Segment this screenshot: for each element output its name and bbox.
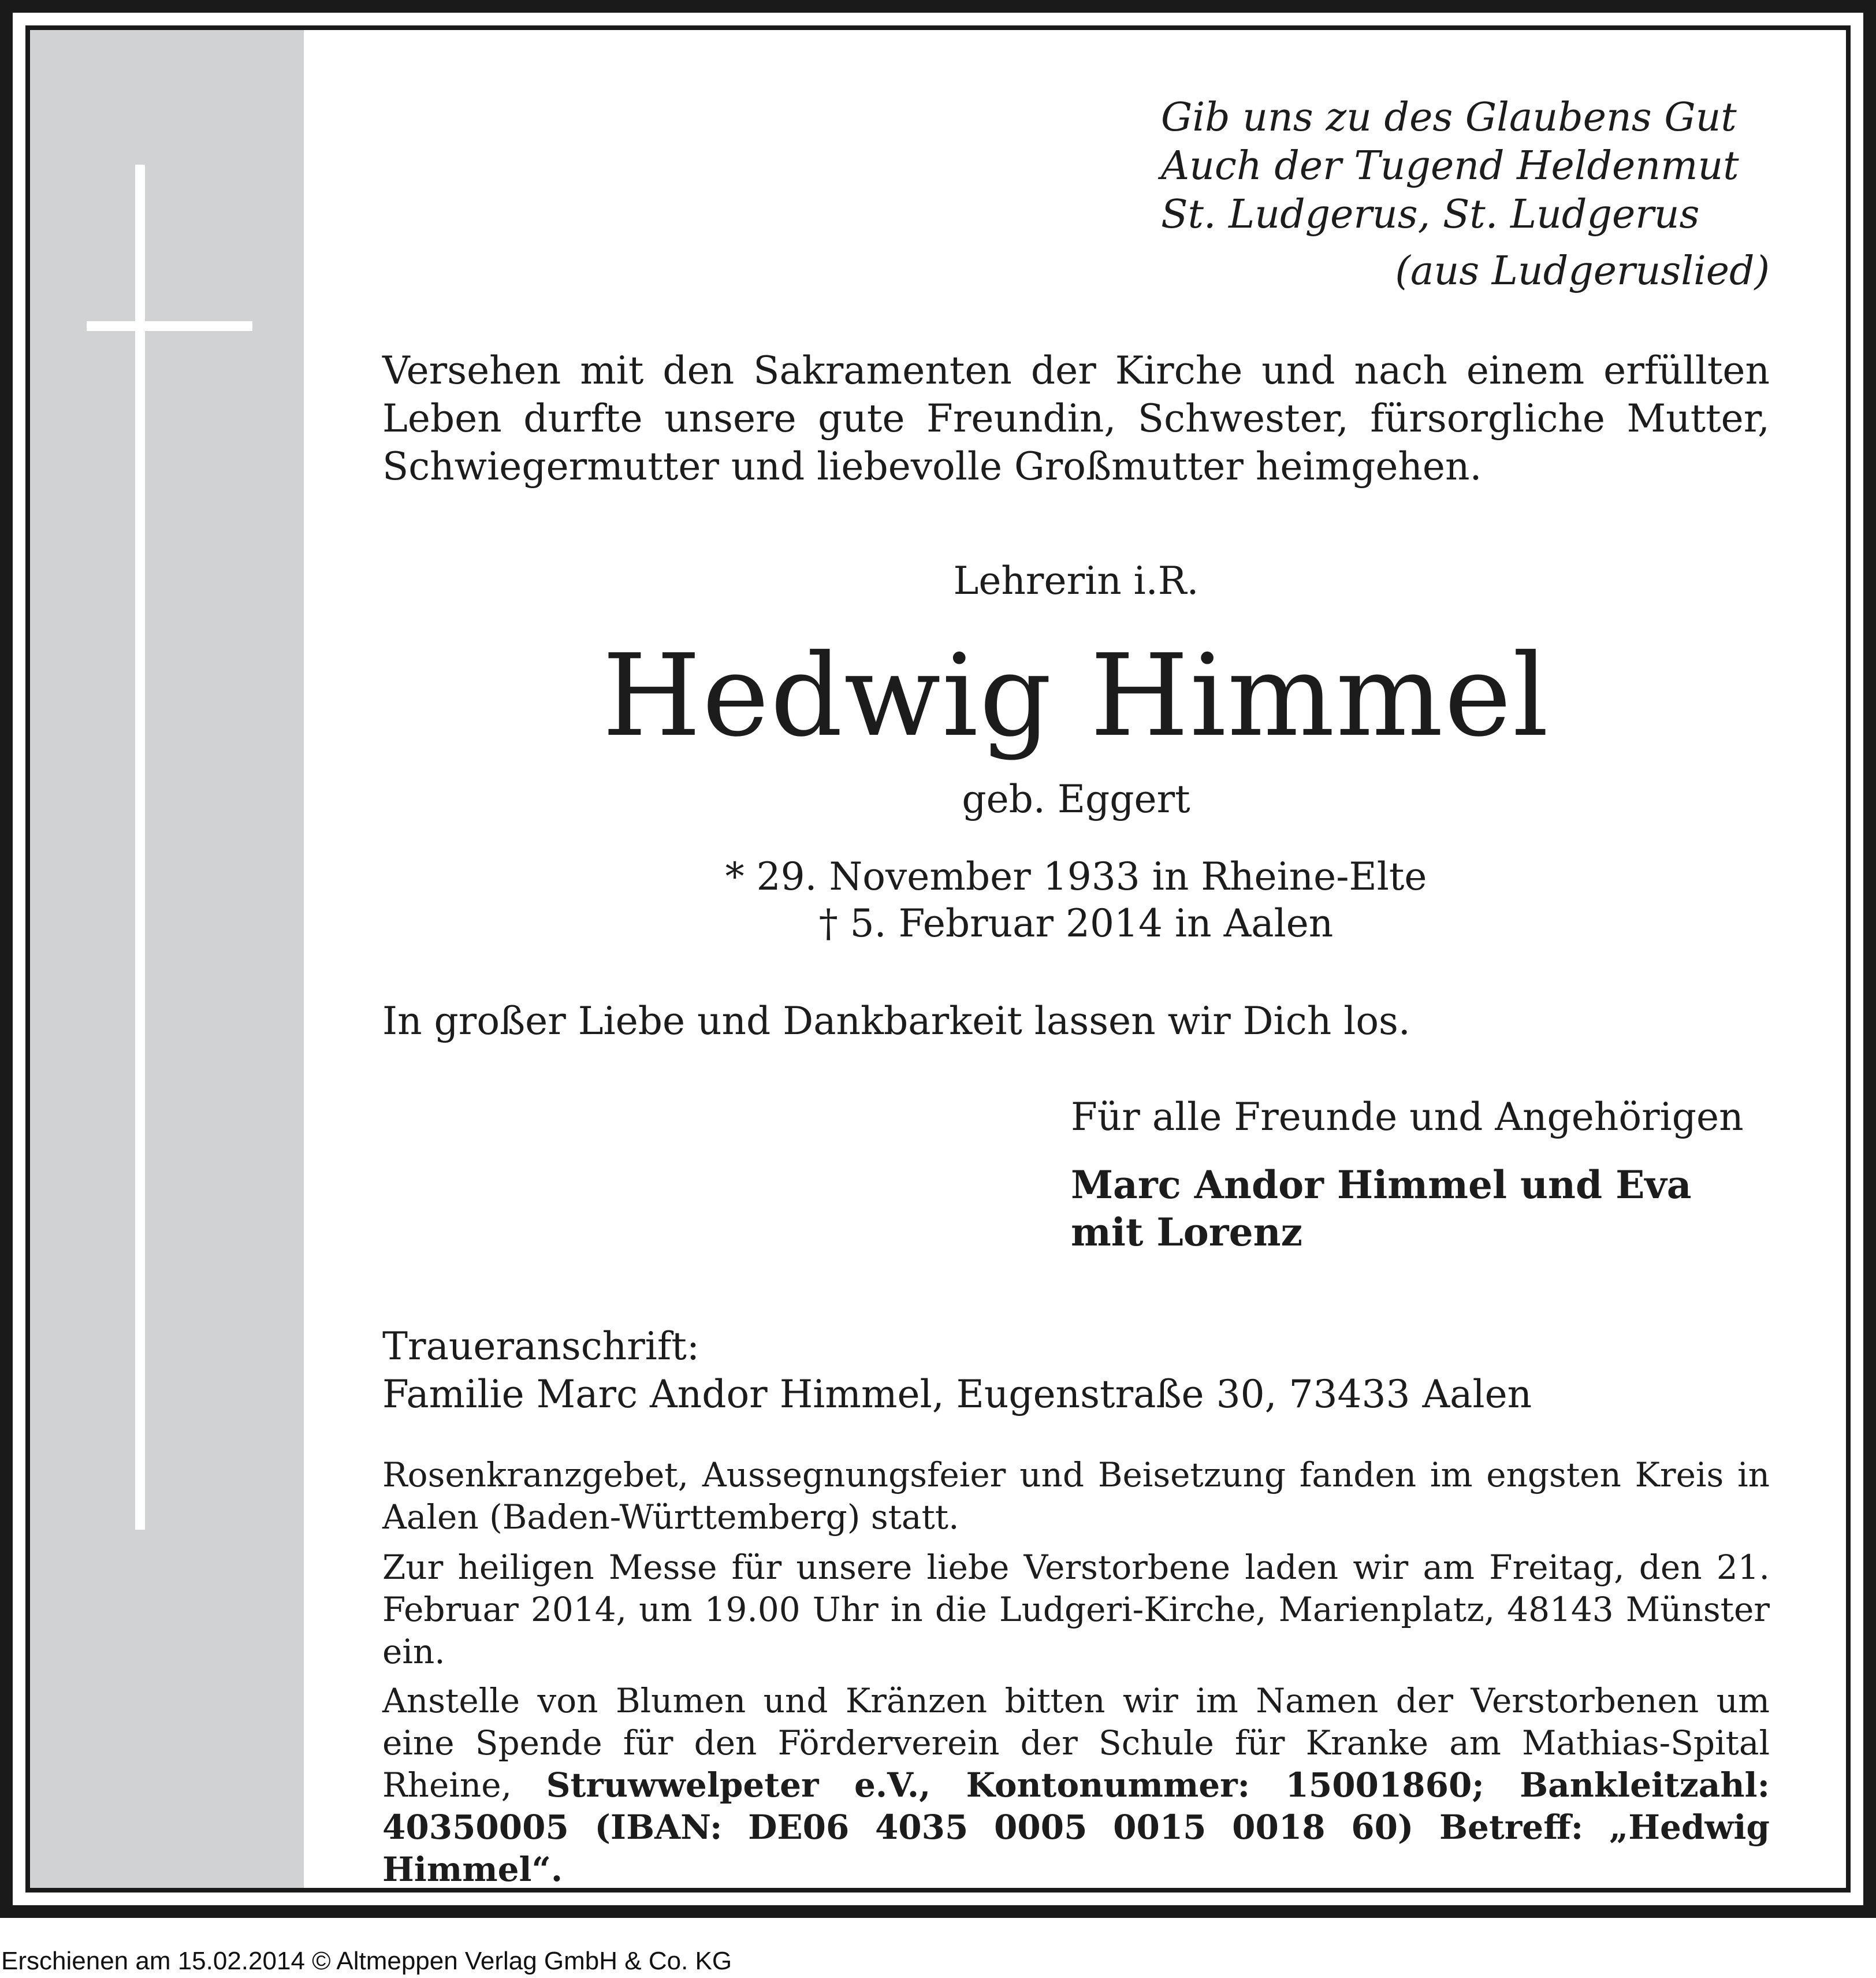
maiden-name: geb. Eggert: [962, 777, 1190, 821]
obituary-content: [382, 30, 1770, 1888]
publication-footer: Erschienen am 15.02.2014 © Altmeppen Verlag GmbH & Co. KG: [1, 1947, 732, 1975]
mass-paragraph: Zur heiligen Messe für unsere liebe Verstorbene laden wir am Freitag, den 21. Februar 2014, um 19.00 Uhr in die Ludgeri-Kirche, Marienplatz, 48143 Münster ein.: [382, 1548, 1770, 1671]
side-band: [30, 30, 304, 1888]
farewell-line: In großer Liebe und Dankbarkeit lassen wir Dich los.: [382, 999, 1410, 1043]
obituary-panel: [30, 30, 1846, 1888]
bank-details: Struwwelpeter e.V., Kontonummer: 15001860; Bankleitzahl: 40350005 (IBAN: DE06 4035 0005 0015 0018 60) Betreff: „Hedwig Himmel“.: [382, 1765, 1770, 1888]
family-names: [1071, 1161, 1692, 1256]
address-label: Traueranschrift:: [382, 1324, 700, 1369]
cross-icon-vertical-bar: [135, 165, 145, 1530]
ceremony-paragraph: Rosenkranzgebet, Aussegnungsfeier und Beisetzung fanden im engsten Kreis in Aalen (Baden-Württemberg) statt.: [382, 1455, 1770, 1537]
donation-paragraph: [382, 1680, 1770, 1888]
family-name-line: mit Lorenz: [1071, 1210, 1303, 1255]
motto-line: St. Ludgerus, St. Ludgerus: [1161, 192, 1700, 237]
family-name-line: Marc Andor Himmel und Eva: [1071, 1162, 1692, 1207]
deceased-name: Hedwig Himmel: [602, 630, 1550, 762]
address-text: Familie Marc Andor Himmel, Eugenstraße 30, 73433 Aalen: [382, 1372, 1532, 1416]
cross-icon-horizontal-bar: [87, 321, 252, 331]
motto-verse: [1161, 94, 1739, 239]
motto-source: (aus Ludgeruslied): [1395, 248, 1770, 294]
family-intro: Für alle Freunde und Angehörigen: [1071, 1095, 1744, 1139]
motto-line: Auch der Tugend Heldenmut: [1161, 143, 1739, 189]
donation-text: Anstelle von Blumen und Kränzen bitten wir im Namen der Verstorbenen um eine Spende für den Förderverein der Schule für Kranke am Mathias-Spital Rheine,: [382, 1681, 1770, 1805]
birth-date: * 29. November 1933 in Rheine-Elte: [725, 854, 1427, 899]
deceased-title: Lehrerin i.R.: [953, 559, 1199, 603]
death-date: † 5. Februar 2014 in Aalen: [818, 901, 1334, 946]
intro-text: Versehen mit den Sakramenten der Kirche und nach einem erfüllten Leben durfte unsere gute Freundin, Schwester, fürsorgliche Mutter, Schwiegermutter und liebevolle Großmutter heimgehen.: [382, 348, 1770, 489]
motto-line: Gib uns zu des Glaubens Gut: [1161, 95, 1737, 140]
